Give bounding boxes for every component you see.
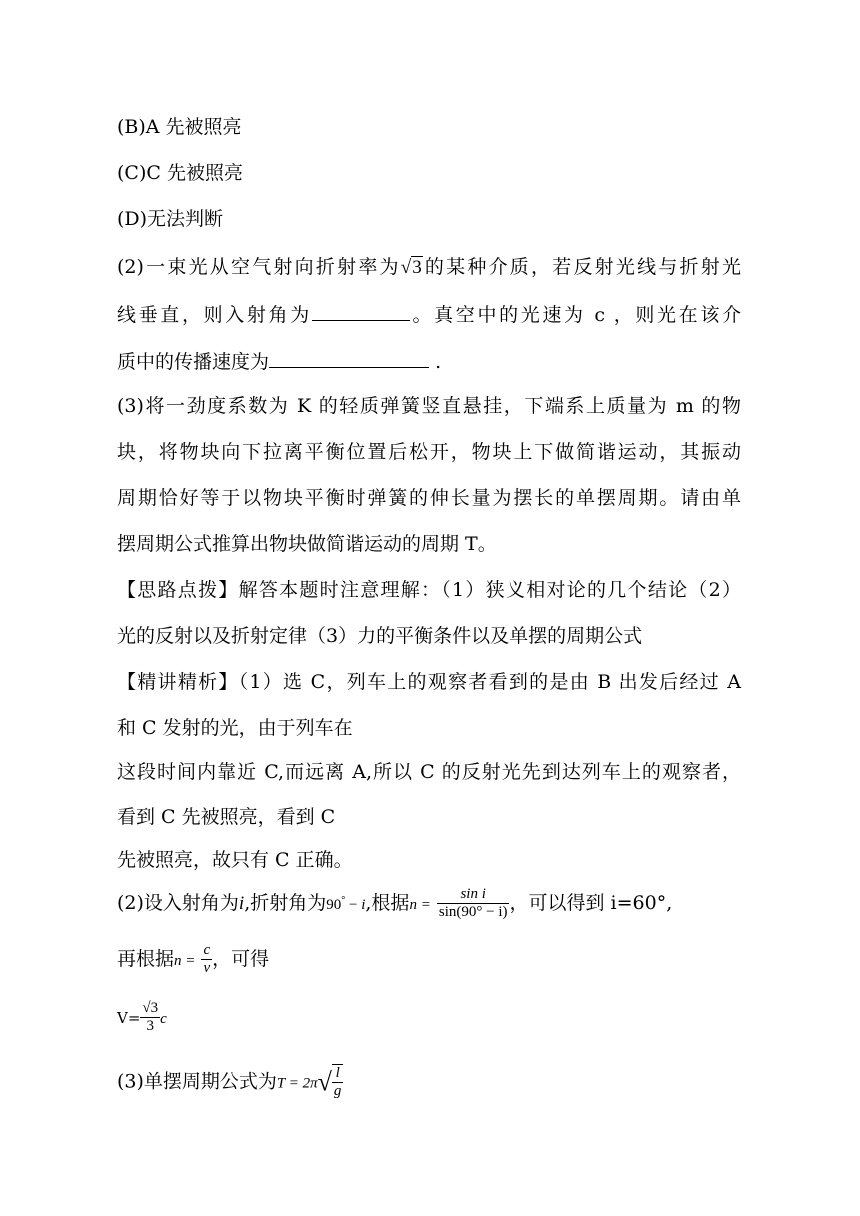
answer-line-5: 先被照亮，故只有 C 正确。 xyxy=(117,849,353,871)
question-3-line-4: 摆周期公式推算出物块做简谐运动的周期 T。 xyxy=(117,533,497,555)
answer-blank[interactable] xyxy=(312,302,410,321)
question-2-line-2: 线垂直，则入射角为 。真空中的光速为 c ，则光在该介 xyxy=(117,304,741,326)
question-3-line-3: 周期恰好等于以物块平衡时弹簧的伸长量为摆长的单摆周期。请由单 xyxy=(117,487,741,509)
answer-line-2: 和 C 发射的光，由于列车在 xyxy=(117,717,353,739)
answer-blank[interactable] xyxy=(269,349,429,368)
option-b: (B)A 先被照亮 xyxy=(117,116,242,138)
snell-fraction: $\frac{\text{sin i}}{\sin(90^\circ - i)}$ xyxy=(438,886,508,921)
answer-line-3: 这段时间内靠近 C,而远离 A,所以 C 的反射光先到达列车上的观察者， xyxy=(117,761,741,783)
option-c: (C)C 先被照亮 xyxy=(117,162,243,184)
option-d: (D)无法判断 xyxy=(117,208,224,230)
hint-line-2: 光的反射以及折射定律（3）力的平衡条件以及单摆的周期公式 xyxy=(117,625,643,647)
solution-2-line-2: 再根据n = $\frac{c}{v}$ ，可得 xyxy=(117,942,270,977)
question-3-line-2: 块，将物块向下拉离平衡位置后松开，物块上下做简谐运动，其振动 xyxy=(117,441,741,463)
question-2-line-3: 质中的传播速度为 . xyxy=(117,351,442,373)
solution-3-line-1: (3)单摆周期公式为T = 2π√ $\frac{l}{g}$ xyxy=(117,1065,342,1100)
solution-2-line-3: V= $\frac{√3}{3}$ c xyxy=(117,1000,167,1035)
answer-line-4: 看到 C 先被照亮，看到 C xyxy=(117,806,336,828)
velocity-fraction: $\frac{√3}{3}$ xyxy=(142,1000,159,1035)
question-2-line-1: (2)一束光从空气射向折射率为√3的某种介质，若反射光线与折射光 xyxy=(117,256,741,278)
question-3-line-1: (3)将一劲度系数为 K 的轻质弹簧竖直悬挂，下端系上质量为 m 的物 xyxy=(117,395,741,417)
hint-line-1: 【思路点拨】解答本题时注意理解：（1）狭义相对论的几个结论（2） xyxy=(117,579,741,601)
speed-fraction: $\frac{c}{v}$ xyxy=(203,942,211,977)
pendulum-fraction: $\frac{l}{g}$ xyxy=(333,1065,342,1100)
answer-line-1: 【精讲精析】（1）选 C，列车上的观察者看到的是由 B 出发后经过 A xyxy=(117,671,741,693)
solution-2-line-1: (2)设入射角为i,折射角为90° − i,根据n = $\frac{\text{sin i}}{\sin(90^\circ - i)}$ ，可以得到 i=60°, xyxy=(117,886,673,921)
